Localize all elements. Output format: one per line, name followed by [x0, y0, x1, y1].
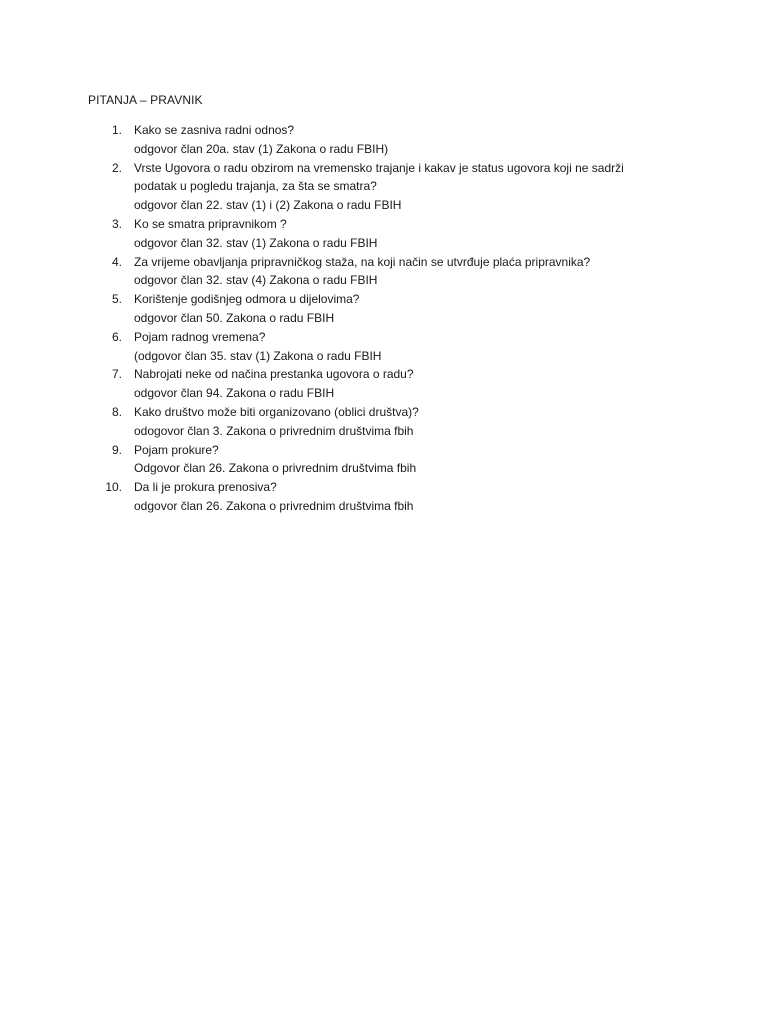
question-number: 5.	[111, 292, 122, 307]
answer-reference: odgovor član 94. Zakona o radu FBIH	[134, 386, 335, 401]
answer-reference: (odgovor član 35. stav (1) Zakona o radu FBIH	[134, 348, 382, 363]
question-number: 1.	[111, 123, 122, 137]
question-text: Pojam radnog vremena?	[134, 329, 266, 344]
question-text: Korištenje godišnjeg odmora u dijelovima?	[134, 292, 360, 307]
answer-reference: odgovor član 22. stav (1) i (2) Zakona o radu FBIH	[134, 198, 402, 213]
question-number: 6.	[111, 329, 122, 344]
question-item-7	[100, 365, 660, 403]
question-item-10	[100, 478, 660, 516]
question-item-3	[100, 215, 660, 253]
question-number: 8.	[111, 404, 122, 419]
question-number: 2.	[111, 160, 122, 175]
question-item-2	[100, 159, 660, 215]
question-item-6	[100, 328, 660, 366]
question-number: 7.	[111, 367, 122, 382]
answer-reference: odgovor član 50. Zakona o radu FBIH	[134, 310, 335, 325]
question-text: Pojam prokure?	[134, 442, 219, 457]
answer-reference: odgovor član 26. Zakona o privrednim društvima fbih	[134, 498, 414, 513]
question-text: Nabrojati neke od načina prestanka ugovora o radu?	[134, 367, 414, 382]
question-number: 3.	[111, 216, 122, 231]
question-number: 10.	[105, 480, 122, 495]
answer-reference: odgovor član 32. stav (1) Zakona o radu FBIH	[134, 235, 378, 250]
question-text: Vrste Ugovora o radu obzirom na vremensko trajanje i kakav je status ugovora koji ne sadrži podatak u pogledu trajanja, za šta se smatra?	[134, 160, 624, 194]
question-text: Kako se zasniva radni odnos?	[134, 123, 295, 137]
question-item-5	[100, 290, 660, 328]
question-item-8	[100, 403, 660, 441]
answer-reference: odgovor član 20a. stav (1) Zakona o radu FBIH)	[134, 141, 389, 156]
question-text: Za vrijeme obavljanja pripravničkog staža, na koji način se utvrđuje plaća pripravnika?	[134, 254, 591, 269]
answer-reference: Odgovor član 26. Zakona o privrednim društvima fbih	[134, 461, 417, 476]
answer-reference: odogovor član 3. Zakona o privrednim društvima fbih	[134, 423, 414, 438]
document-title: PITANJA – PRAVNIK	[88, 93, 203, 107]
question-number: 9.	[111, 442, 122, 457]
question-text: Ko se smatra pripravnikom ?	[134, 216, 287, 231]
question-number: 4.	[111, 254, 122, 269]
question-text: Da li je prokura prenosiva?	[134, 480, 277, 495]
question-item-1	[100, 121, 660, 159]
question-text: Kako društvo može biti organizovano (oblici društva)?	[134, 404, 419, 419]
answer-reference: odgovor član 32. stav (4) Zakona o radu FBIH	[134, 273, 378, 288]
question-item-9	[100, 441, 660, 479]
question-list	[100, 121, 660, 516]
question-item-4	[100, 253, 660, 291]
